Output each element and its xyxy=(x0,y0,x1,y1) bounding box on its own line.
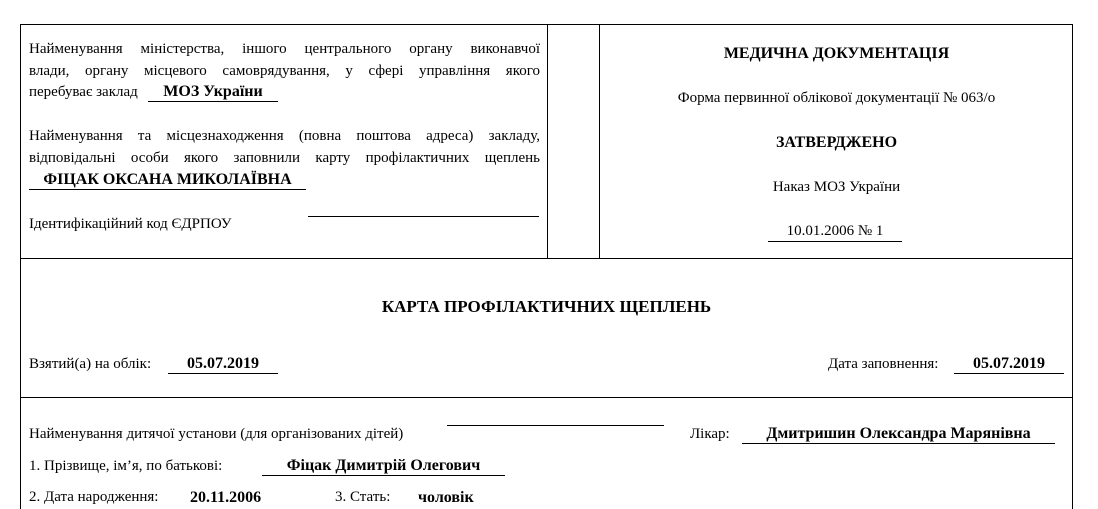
doc-type-heading: МЕДИЧНА ДОКУМЕНТАЦІЯ xyxy=(723,45,950,62)
ministry-label-line2: влади, органу місцевого самоврядування, у сфері управління якого xyxy=(29,63,540,79)
form-name: Форма первинної облікової документації № 063/о xyxy=(677,90,996,106)
divider-horizontal-1 xyxy=(20,258,1073,259)
card-title: КАРТА ПРОФІЛАКТИЧНИХ ЩЕПЛЕНЬ xyxy=(381,297,712,316)
institution-label-line2: відповідальні особи якого заповнили карту профілактичних щеплень xyxy=(29,150,540,166)
institution-value: ФІЦАК ОКСАНА МИКОЛАЇВНА xyxy=(29,170,306,190)
approved-heading: ЗАТВЕРДЖЕНО xyxy=(775,134,898,151)
registered-label: Взятий(а) на облік: xyxy=(29,356,152,372)
sex-value: чоловік xyxy=(418,489,474,506)
dob-value: 20.11.2006 xyxy=(190,489,262,506)
ministry-label-line3: перебуває заклад xyxy=(29,84,138,100)
doctor-name: Дмитришин Олександра Марянівна xyxy=(742,424,1055,444)
filled-label: Дата заповнення: xyxy=(828,356,939,372)
doctor-label: Лікар: xyxy=(690,426,730,442)
filled-date: 05.07.2019 xyxy=(954,354,1064,374)
edrpou-label: Ідентифікаційний код ЄДРПОУ xyxy=(29,216,232,232)
order-text: Наказ МОЗ України xyxy=(772,179,901,195)
order-date: 10.01.2006 № 1 xyxy=(768,222,902,242)
registered-date: 05.07.2019 xyxy=(168,354,278,374)
divider-vertical-1 xyxy=(547,24,548,258)
patient-name: Фіцак Димитрій Олегович xyxy=(262,456,505,476)
edrpou-field xyxy=(308,216,539,217)
divider-horizontal-2 xyxy=(20,397,1073,398)
institution-label-line1: Найменування та місцезнаходження (повна поштова адреса) закладу, xyxy=(29,128,540,144)
childcare-field xyxy=(447,425,664,426)
ministry-label-line1: Найменування міністерства, іншого центрального органу виконавчої xyxy=(29,41,540,57)
patient-name-label: 1. Прізвище, ім’я, по батькові: xyxy=(29,458,223,474)
sex-label: 3. Стать: xyxy=(335,489,391,505)
dob-label: 2. Дата народження: xyxy=(29,489,159,505)
childcare-label: Найменування дитячої установи (для організованих дітей) xyxy=(29,426,404,442)
frame-left xyxy=(20,24,21,509)
ministry-value: МОЗ України xyxy=(148,82,278,102)
